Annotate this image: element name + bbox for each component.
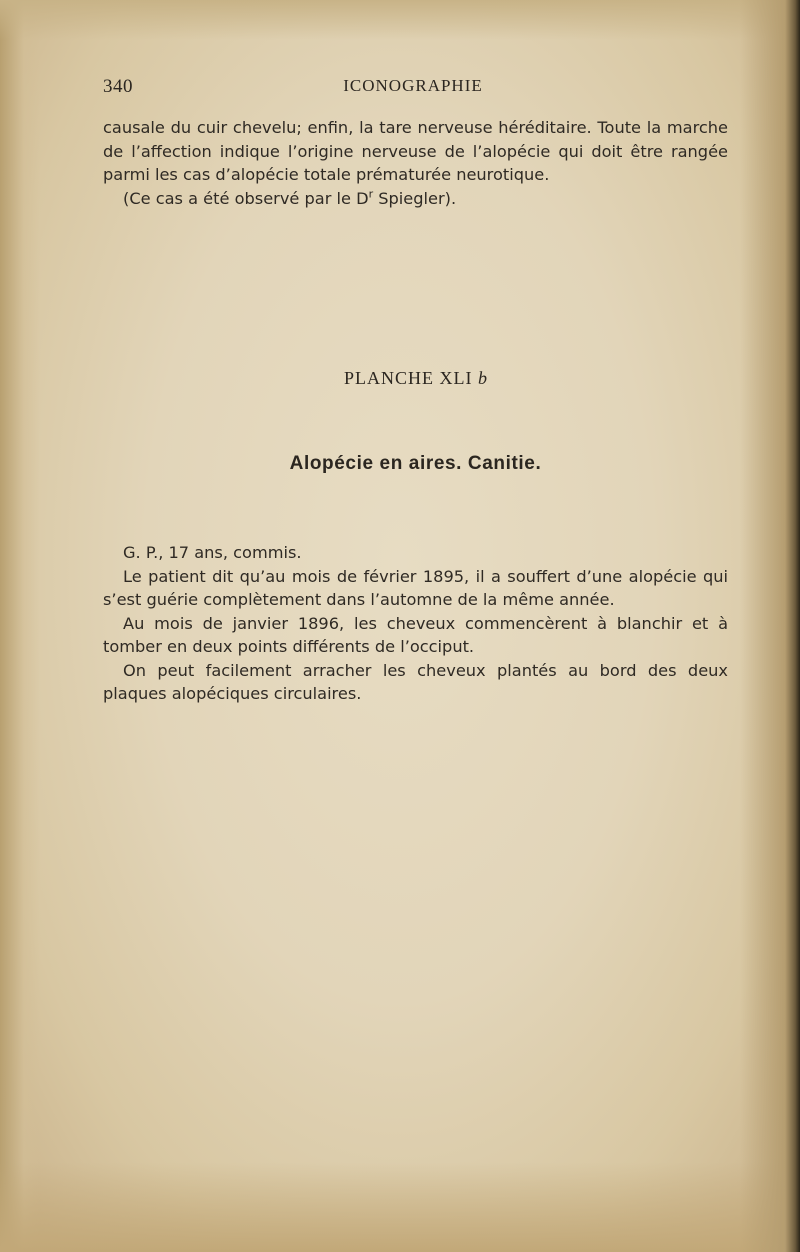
case-paragraph-findings: On peut facilement arracher les cheveux plantés au bord des deux plaques alopéciques circulaires.	[103, 660, 728, 703]
observer-note-suffix: Spiegler).	[373, 188, 457, 208]
observer-note-superscript: r	[368, 187, 374, 201]
plate-subject-title: Alopécie en aires. Canitie.	[289, 453, 542, 474]
running-head	[103, 76, 728, 102]
observer-note	[103, 187, 728, 211]
plate-suffix: b	[478, 368, 487, 388]
continued-text-block	[103, 116, 728, 210]
continued-paragraph: causale du cuir chevelu; enfin, la tare nerveuse héréditaire. Toute la marche de l’affection indique l’origine nerveuse de l’alopécie qui doit être rangée parmi les cas d’alopécie totale prématurée neurotique.	[103, 118, 728, 184]
page-right-edge-shadow	[740, 0, 800, 1252]
case-paragraph-history: Le patient dit qu’au mois de février 1895, il a souffert d’une alopécie qui s’est guérie complètement dans l’automne de la même année.	[103, 566, 728, 609]
case-paragraph-patient: G. P., 17 ans, commis.	[123, 543, 302, 562]
case-paragraph-onset: Au mois de janvier 1896, les cheveux commencèrent à blanchir et à tomber en deux points différents de l’occiput.	[103, 613, 728, 656]
case-description-block	[103, 541, 728, 706]
observer-note-prefix: (Ce cas a été observé par le D	[123, 188, 369, 208]
page-top-edge-shading	[0, 0, 800, 40]
plate-heading	[103, 368, 728, 389]
running-title: ICONOGRAPHIE	[343, 76, 483, 95]
page-left-edge-shading	[0, 0, 40, 1252]
plate-label: PLANCHE XLI	[344, 368, 473, 388]
page-number: 340	[103, 76, 133, 97]
page-bottom-edge-shading	[0, 1162, 800, 1252]
